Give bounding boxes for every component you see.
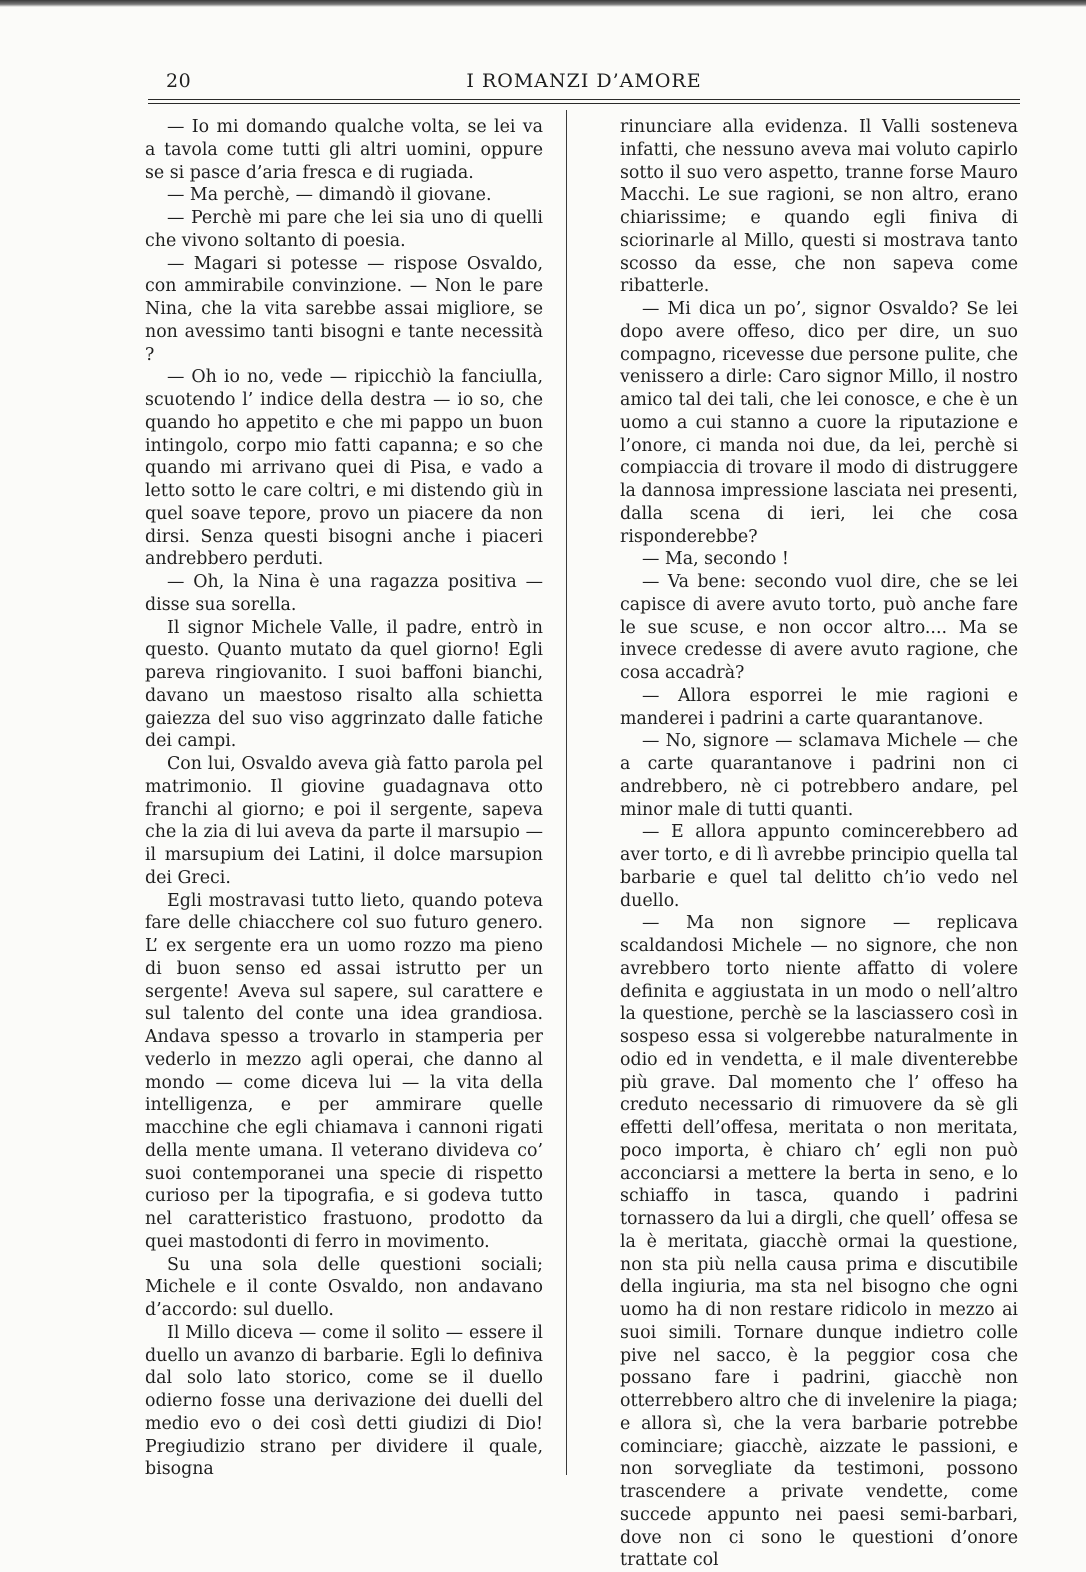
header-rule-double xyxy=(148,103,1020,104)
paragraph: — Ma non signore — replicava scaldandosi Michele — no signore, che non avrebbero torto niente affatto di volere definita e aggiustata in un modo o nell’altro la questione, perchè se la lasciassero così in sospeso essa si volgerebbe naturalmente in odio ed in vendetta, e il male diventerebbe più grave. Dal momento che l’ offeso ha creduto necessario di rimuovere da sè gli effetti dell’offesa, meritata o non meritata, poco importa, è chiaro ch’ egli non può acconciarsi a mettere la berta in seno, e lo schiaffo in tasca, quando i padrini tornassero da lui a dirgli, che quell’ offesa se la è meritata, giacchè ormai la questione, non sta più nella causa prima e discutibile della ingiuria, ma sta nel bisogno che ogni uomo ha di non restare ridicolo in mezzo ai suoi simili. Tornare dunque indietro colle pive nel sacco, è la peggior cosa che possano fare i padrini, giacchè non otterrebbero altro che di invelenire la piaga; e allora sì, che la vera barbarie potrebbe cominciare; giacchè, aizzate le passioni, e non sorvegliate da testimoni, possono trascendere a private vendette, come succede appunto nei paesi semi-barbari, dove non ci sono le questioni d’onore trattate col xyxy=(620,913,1018,1571)
paragraph: — Magari si potesse — rispose Osvaldo, con ammirabile convinzione. — Non le pare Nina, che la vita sarebbe assai migliore, se non avessimo tanti bisogni e tante necessità ? xyxy=(145,253,543,365)
paragraph: — Mi dica un po’, signor Osvaldo? Se lei dopo avere offeso, dico per dire, un suo compagno, ricevesse due persone pulite, che venissero a dirle: Caro signor Millo, il nostro amico tal dei tali, che lei conosce, e che è un uomo a cui stanno a cuore la riputazione e l’onore, ci manda noi due, da lei, perchè si compiaccia di trovare il modo di distruggere la dannosa impressione lasciata nei presenti, dalla scena di ieri, lei che cosa risponderebbe? xyxy=(620,299,1018,547)
paragraph-continued: rinunciare alla evidenza. Il Valli sosteneva infatti, che nessuno aveva mai voluto capirlo sotto il suo vero aspetto, tranne forse Mauro Macchi. Le sue ragioni, se non altro, erano chiarissime; e quando egli finiva di sciorinarle al Millo, questi si mostrava tanto scosso da esse, che non sapeva come ribatterle. xyxy=(620,117,1018,297)
page-header xyxy=(148,70,1020,100)
paragraph: Il Millo diceva — come il solito — essere il duello un avanzo di barbarie. Egli lo definiva dal solo lato storico, come se il duello odierno fosse una derivazione dei duelli del medio evo o dei così detti giudizi di Dio! Pregiudizio strano per dividere il quale, bisogna xyxy=(145,1322,543,1480)
paragraph: — Va bene: secondo vuol dire, che se lei capisce di avere avuto torto, può anche fare le sue scuse, e non occor altro.... Ma se invece credesse di avere avuto ragione, che cosa accadrà? xyxy=(620,572,1018,683)
running-title: I ROMANZI D’AMORE xyxy=(466,70,702,92)
paragraph: — No, signore — sclamava Michele — che a carte quarantanove i padrini non ci andrebbero, nè ci potrebbero andare, pel minor male di tutti quanti. xyxy=(620,731,1018,820)
paragraph: Il signor Michele Valle, il padre, entrò in questo. Quanto mutato da quel giorno! Egli pareva ringiovanito. I suoi baffoni bianchi, davano un maestoso risalto alla schietta gaiezza del suo viso aggrinzato dalle fatiche dei campi. xyxy=(145,617,543,752)
header-rule xyxy=(148,99,1020,100)
paragraph: — Io mi domando qualche volta, se lei va a tavola come tutti gli altri uomini, oppure se si pasce d’aria fresca e di rugiada. xyxy=(145,117,543,183)
paragraph: Egli mostravasi tutto lieto, quando poteva fare delle chiacchere col suo futuro genero. L’ ex sergente era un uomo rozzo ma pieno di buon senso ed assai istrutto per un sergente! Aveva sul sapere, sul carattere e sul talento del conte una idea grandiosa. Andava spesso a trovarlo in stamperia per vederlo in mezzo agli operai, che danno al mondo — come diceva lui — la vita della intelligenza, e per ammirare quelle macchine che egli chiamava i cannoni rigati della mente umana. Il veterano divideva co’ suoi contemporanei una specie di rispetto curioso per la tipografia, e si godeva tutto nel caratteristico frastuono, prodotto da quei mastodonti di ferro in movimento. xyxy=(145,890,543,1252)
page-number: 20 xyxy=(166,70,192,92)
paragraph: — Ma perchè, — dimandò il giovane. xyxy=(167,185,492,206)
paragraph: Su una sola delle questioni sociali; Michele e il conte Osvaldo, non andavano d’accordo: sul duello. xyxy=(145,1254,543,1320)
paragraph: — Allora esporrei le mie ragioni e manderei i padrini a carte quarantanove. xyxy=(620,685,1018,729)
paragraph: — Oh, la Nina è una ragazza positiva — disse sua sorella. xyxy=(145,572,543,615)
scan-edge xyxy=(0,0,1086,7)
paragraph: — Ma, secondo ! xyxy=(642,549,789,570)
paragraph: — Perchè mi pare che lei sia uno di quelli che vivono soltanto di poesia. xyxy=(145,208,543,251)
column-divider xyxy=(566,110,567,1475)
paragraph: — Oh io no, vede — ripicchiò la fanciulla, scuotendo l’ indice della destra — io so, che quando ho appetito e che mi pappo un buon intingolo, corpo mio fatti capanna; e so che quando mi arrivano quei di Pisa, e vado a letto sotto le care coltri, e mi distendo giù in quel soave tepore, provo un piacere da non dirsi. Senza questi bisogni anche i piaceri andrebbero perduti. xyxy=(145,367,543,570)
right-column xyxy=(620,116,1018,1572)
paragraph: — E allora appunto comincerebbero ad aver torto, e di lì avrebbe principio quella tal barbarie e quel tal delitto ch’io vedo nel duello. xyxy=(620,822,1018,911)
left-column xyxy=(145,116,543,1481)
paragraph: Con lui, Osvaldo aveva già fatto parola pel matrimonio. Il giovine guadagnava otto franchi al giorno; e poi il sergente, sapeva che la zia di lui aveva da parte il marsupio — il marsupium dei Latini, il dolce marsupion dei Greci. xyxy=(145,754,543,888)
